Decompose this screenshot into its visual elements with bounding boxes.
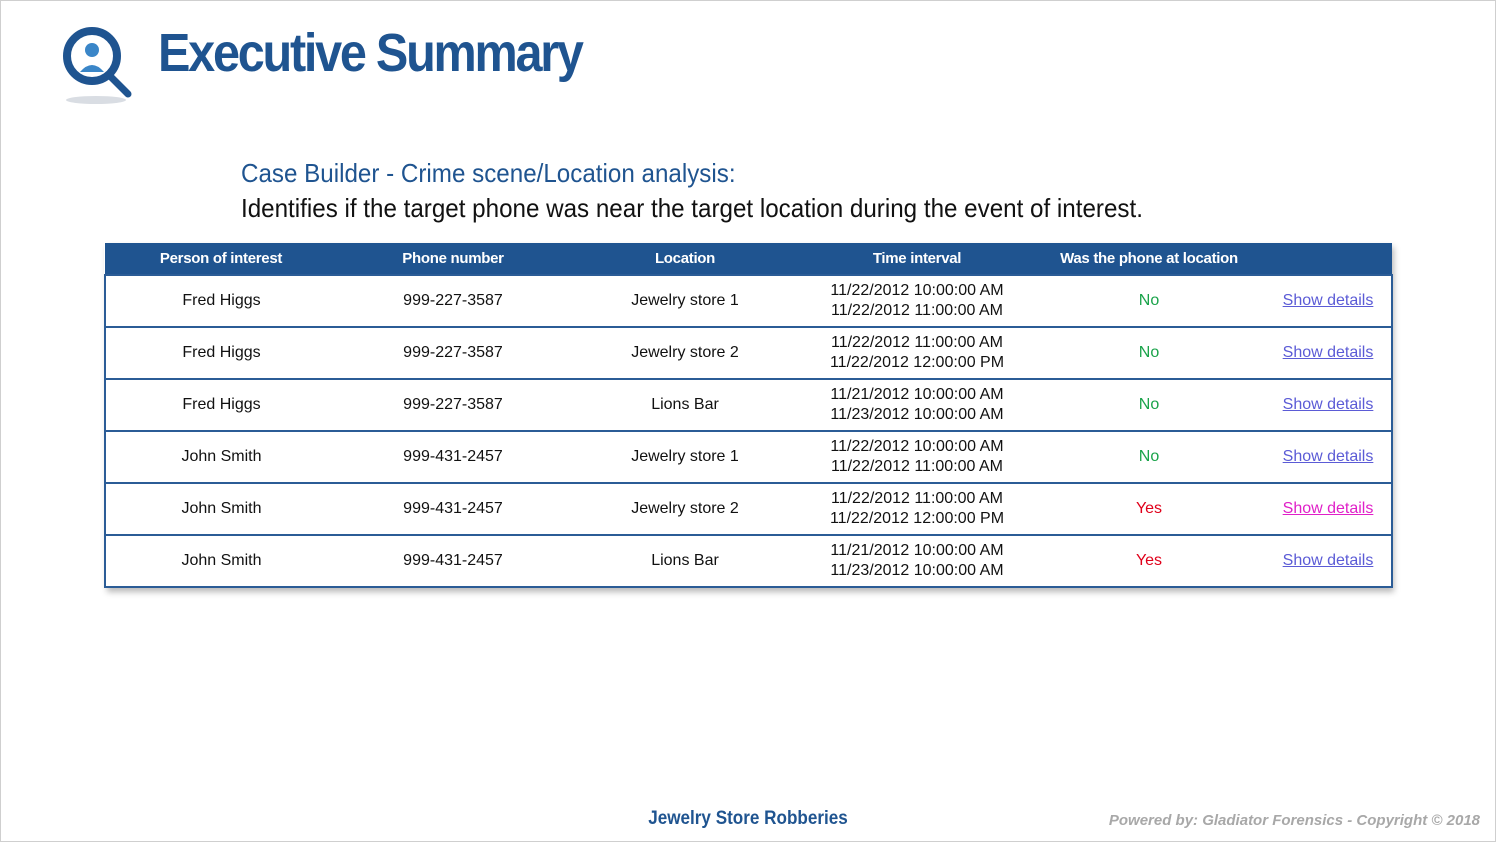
show-details-link[interactable]: Show details: [1282, 448, 1374, 465]
person-cell: John Smith: [105, 535, 337, 587]
status-no: No: [1033, 431, 1265, 483]
table-row: [105, 431, 1392, 483]
details-cell: [1265, 379, 1392, 431]
phone-cell: 999-431-2457: [337, 535, 569, 587]
show-details-link[interactable]: Show details: [1282, 552, 1374, 569]
copyright-footer: Powered by: Gladiator Forensics - Copyright © 2018: [1108, 812, 1480, 829]
show-details-link[interactable]: Show details: [1282, 500, 1374, 517]
location-cell: Lions Bar: [569, 535, 801, 587]
time-cell: [801, 431, 1033, 483]
location-cell: Jewelry store 2: [569, 483, 801, 535]
status-yes: Yes: [1033, 483, 1265, 535]
table-row: [105, 483, 1392, 535]
magnifier-person-icon: [60, 24, 140, 108]
time-end: 11/22/2012 11:00:00 AM: [831, 458, 1003, 475]
time-cell: [801, 379, 1033, 431]
person-cell: John Smith: [105, 483, 337, 535]
status-yes: Yes: [1033, 535, 1265, 587]
location-cell: Lions Bar: [569, 379, 801, 431]
location-cell: Jewelry store 1: [569, 275, 801, 327]
person-cell: Fred Higgs: [105, 379, 337, 431]
person-cell: Fred Higgs: [105, 327, 337, 379]
table-row: [105, 327, 1392, 379]
section-description: Identifies if the target phone was near the target location during the event of interest.: [241, 193, 1143, 223]
show-details-link[interactable]: Show details: [1282, 396, 1374, 413]
time-end: 11/22/2012 11:00:00 AM: [831, 302, 1003, 319]
table-row: [105, 275, 1392, 327]
time-end: 11/22/2012 12:00:00 PM: [829, 354, 1005, 371]
time-start: 11/22/2012 11:00:00 AM: [831, 490, 1003, 507]
column-header-time: Time interval: [872, 250, 962, 267]
time-cell: [801, 483, 1033, 535]
show-details-link[interactable]: Show details: [1282, 292, 1374, 309]
column-header-details: [1265, 243, 1392, 275]
location-cell: Jewelry store 2: [569, 327, 801, 379]
table-row: [105, 535, 1392, 587]
details-cell: [1265, 327, 1392, 379]
page-title: Executive Summary: [158, 23, 582, 83]
case-name-footer: Jewelry Store Robberies: [648, 808, 848, 829]
person-cell: John Smith: [105, 431, 337, 483]
time-cell: [801, 535, 1033, 587]
time-end: 11/22/2012 12:00:00 PM: [829, 510, 1005, 527]
time-start: 11/21/2012 10:00:00 AM: [830, 542, 1004, 559]
time-start: 11/22/2012 10:00:00 AM: [830, 438, 1004, 455]
time-cell: [801, 327, 1033, 379]
section-heading: Case Builder - Crime scene/Location analysis:: [241, 158, 736, 188]
column-header-person: Person of interest: [159, 250, 283, 267]
phone-cell: 999-227-3587: [337, 379, 569, 431]
details-cell: [1265, 431, 1392, 483]
time-start: 11/22/2012 11:00:00 AM: [831, 334, 1003, 351]
location-cell: Jewelry store 1: [569, 431, 801, 483]
table-header-row: [105, 243, 1392, 275]
location-analysis-table: [104, 243, 1391, 588]
phone-cell: 999-227-3587: [337, 275, 569, 327]
details-cell: [1265, 535, 1392, 587]
time-start: 11/22/2012 10:00:00 AM: [830, 282, 1004, 299]
phone-cell: 999-431-2457: [337, 431, 569, 483]
time-start: 11/21/2012 10:00:00 AM: [830, 386, 1004, 403]
details-cell: [1265, 275, 1392, 327]
phone-cell: 999-227-3587: [337, 327, 569, 379]
time-cell: [801, 275, 1033, 327]
table-row: [105, 379, 1392, 431]
time-end: 11/23/2012 10:00:00 AM: [830, 406, 1004, 423]
show-details-link[interactable]: Show details: [1282, 344, 1374, 361]
person-cell: Fred Higgs: [105, 275, 337, 327]
status-no: No: [1033, 379, 1265, 431]
status-no: No: [1033, 275, 1265, 327]
column-header-location: Location: [654, 250, 716, 267]
phone-cell: 999-431-2457: [337, 483, 569, 535]
column-header-at-location: Was the phone at location: [1060, 250, 1238, 267]
status-no: No: [1033, 327, 1265, 379]
time-end: 11/23/2012 10:00:00 AM: [830, 562, 1004, 579]
details-cell: [1265, 483, 1392, 535]
column-header-phone: Phone number: [402, 250, 504, 267]
